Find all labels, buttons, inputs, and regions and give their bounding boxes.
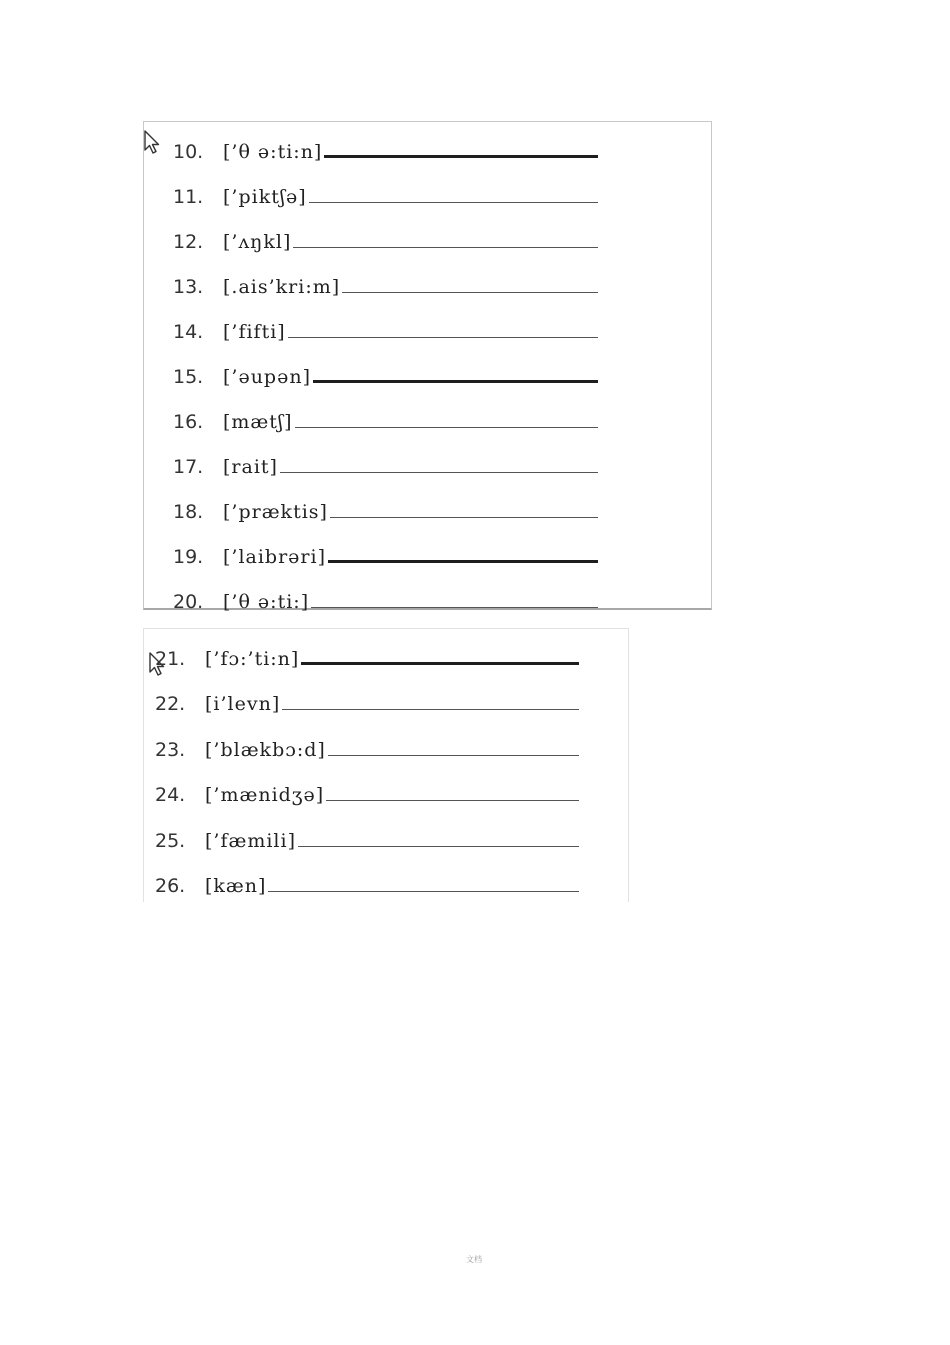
exercise-number: 22. <box>155 693 186 716</box>
phonetic-transcription: [’θ ə:ti:] <box>223 591 310 613</box>
answer-blank[interactable] <box>328 755 579 756</box>
exercise-row <box>173 444 598 478</box>
phonetic-transcription: [rait] <box>223 456 278 478</box>
answer-blank[interactable] <box>293 247 598 248</box>
answer-blank[interactable] <box>309 202 598 203</box>
exercise-row <box>173 399 598 433</box>
exercise-number: 18. <box>173 501 204 523</box>
answer-blank[interactable] <box>268 891 579 892</box>
answer-blank[interactable] <box>288 337 598 338</box>
exercise-number: 17. <box>173 456 204 478</box>
answer-blank[interactable] <box>301 662 579 665</box>
answer-blank[interactable] <box>330 517 598 518</box>
exercise-number: 14. <box>173 321 204 343</box>
phonetic-transcription: [’əupən] <box>223 366 311 388</box>
phonetic-transcription: [mætʃ] <box>223 411 293 433</box>
exercise-row <box>155 636 579 670</box>
exercise-row <box>173 354 598 388</box>
answer-blank[interactable] <box>342 292 598 293</box>
answer-blank[interactable] <box>311 607 598 608</box>
exercise-number: 13. <box>173 276 204 298</box>
exercise-number: 16. <box>173 411 204 433</box>
exercise-number: 11. <box>173 186 204 208</box>
phonetic-transcription: [kæn] <box>205 875 267 897</box>
phonetic-transcription: [’piktʃə] <box>223 186 307 208</box>
page-footer: 文档 <box>466 1255 482 1264</box>
exercise-number: 12. <box>173 231 204 253</box>
phonetic-transcription: [’præktis] <box>223 501 328 523</box>
exercise-row <box>173 489 598 523</box>
exercise-number: 25. <box>155 829 186 852</box>
exercise-row <box>155 818 579 852</box>
exercise-number: 10. <box>173 141 204 163</box>
exercise-row <box>173 174 598 208</box>
exercise-row <box>173 219 598 253</box>
phonetic-transcription: [’θ ə:ti:n] <box>223 141 323 163</box>
exercise-row <box>173 534 598 568</box>
answer-blank[interactable] <box>328 560 598 563</box>
phonetic-transcription: [’fɔ:’ti:n] <box>205 648 300 670</box>
answer-blank[interactable] <box>298 846 579 847</box>
exercise-row <box>155 772 579 806</box>
phonetic-transcription: [’fifti] <box>223 321 286 343</box>
phonetic-transcription: [’ʌŋkl] <box>223 231 292 253</box>
exercise-number: 23. <box>155 738 186 761</box>
exercise-number: 24. <box>155 784 186 807</box>
phonetic-transcription: [’mænidʒə] <box>205 784 325 807</box>
exercise-number: 21. <box>155 648 186 670</box>
answer-blank[interactable] <box>282 709 579 710</box>
phonetic-transcription: [’laibrəri] <box>223 546 326 568</box>
answer-blank[interactable] <box>295 427 598 428</box>
phonetic-transcription: [’fæmili] <box>205 829 297 852</box>
exercise-row <box>155 727 579 761</box>
exercise-row <box>173 129 598 163</box>
phonetic-transcription: [.ais’kri:m] <box>223 276 341 298</box>
exercise-number: 19. <box>173 546 204 568</box>
exercise-row <box>173 579 598 613</box>
exercise-row <box>173 309 598 343</box>
exercise-number: 26. <box>155 875 186 897</box>
phonetic-transcription: [’blækbɔ:d] <box>205 738 326 761</box>
exercise-number: 20. <box>173 591 204 613</box>
answer-blank[interactable] <box>313 380 598 383</box>
answer-blank[interactable] <box>324 155 598 158</box>
exercise-number: 15. <box>173 366 204 388</box>
mouse-pointer-icon <box>144 130 160 156</box>
exercise-row <box>155 863 579 897</box>
phonetic-transcription: [i’levn] <box>205 693 281 716</box>
answer-blank[interactable] <box>280 472 598 473</box>
exercise-row <box>155 681 579 715</box>
exercise-row <box>173 264 598 298</box>
answer-blank[interactable] <box>326 800 579 801</box>
